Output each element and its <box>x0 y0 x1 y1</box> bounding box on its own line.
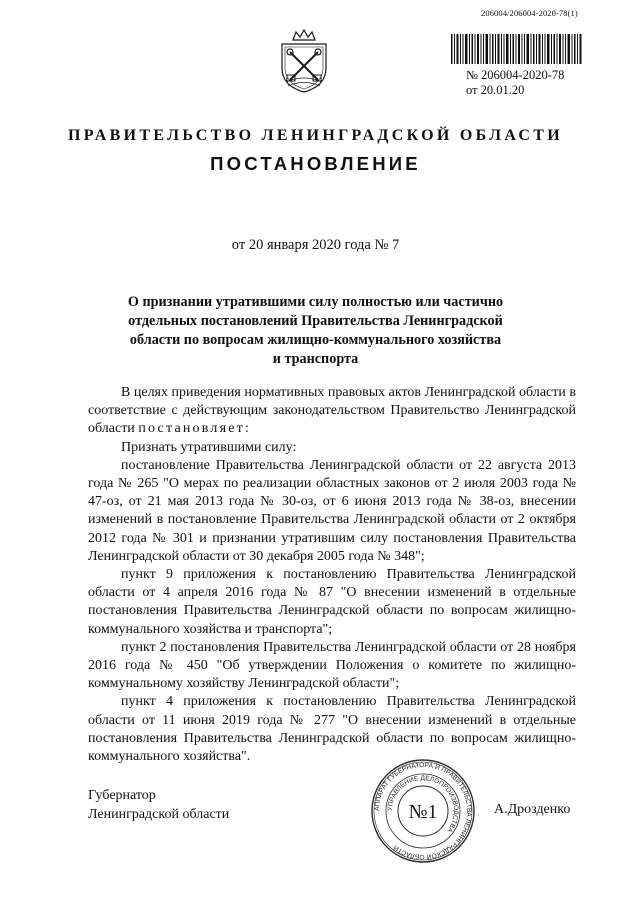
document-date-number: от 20 января 2020 года № 7 <box>231 237 400 253</box>
body-paragraph: Признать утратившими силу: <box>121 439 297 455</box>
signer-position-line: Губернатор <box>88 788 156 803</box>
signer-name: А.Дрозденко <box>494 802 571 817</box>
preamble-text: В целях приведения нормативных правовых актов Ленинградской области в соответствие с действующим законодательством Правительство Ленинградской области <box>88 385 576 437</box>
document-body <box>88 384 576 766</box>
registration-block <box>466 68 564 98</box>
authority-title: ПРАВИТЕЛЬСТВО ЛЕНИНГРАДСКОЙ ОБЛАСТИ <box>68 127 563 144</box>
signer-position <box>88 786 229 824</box>
stamp-number: №1 <box>408 801 438 823</box>
barcode-icon <box>451 34 583 64</box>
body-paragraph: постановление Правительства Ленинградской области от 22 августа 2013 года № 265 "О мерах по реализации областных законов от 2 июля 2003 года № 47-оз, от 21 мая 2013 года № 30-оз, от 6 июня 2013 года № 38-оз, внесении изменений в постановление Правительства Ленинградской области от 2 октября 2012 года № 301 и признании утратившим силу постановления Правительства Ленинградской области от 30 декабря 2005 года № 348"; <box>88 457 576 564</box>
registration-date: от 20.01.20 <box>466 83 525 97</box>
body-paragraph: пункт 2 постановления Правительства Ленинградской области от 28 ноября 2016 года № 450 "Об утверждении Положения о комитете по жилищно-коммунальному хозяйству Ленинградской области"; <box>88 639 576 692</box>
official-stamp <box>370 758 476 864</box>
registration-number: № 206004-2020-78 <box>466 68 565 82</box>
subject-line: О признании утратившими силу полностью или частично <box>127 294 504 310</box>
decree-word: постановляет: <box>138 421 252 437</box>
subject-line: и транспорта <box>272 351 359 367</box>
body-paragraph: пункт 9 приложения к постановлению Правительства Ленинградской области от 4 апреля 2016 года № 87 "О внесении изменений в отдельные постановления Правительства Ленинградской области по вопросам жилищно-коммунального хозяйства и транспорта"; <box>88 567 576 637</box>
subject-line: области по вопросам жилищно-коммунального хозяйства <box>129 332 502 348</box>
subject-line: отдельных постановлений Правительства Ленинградской <box>128 313 503 329</box>
body-paragraph: пункт 4 приложения к постановлению Правительства Ленинградской области от 11 июня 2019 года № 277 "О внесении изменений в отдельные постановления Правительства Ленинградской области по вопросам жилищно-коммунального хозяйства". <box>88 694 576 765</box>
stamp-outer-text: АППАРАТ ГУБЕРНАТОРА И ПРАВИТЕЛЬСТВА ЛЕНИНГРАДСКОЙ ОБЛАСТИ <box>373 761 473 861</box>
signer-position-line: Ленинградской области <box>88 807 230 822</box>
stamp-inner-text: УПРАВЛЕНИЕ ДЕЛОПРОИЗВОДСТВА <box>386 774 460 834</box>
preamble-paragraph <box>88 384 576 439</box>
document-type: ПОСТАНОВЛЕНИЕ <box>210 153 421 174</box>
document-subject <box>118 293 513 369</box>
document-id: 206004/206004-2020-78(1) <box>481 8 578 18</box>
coat-of-arms-icon <box>276 28 332 94</box>
